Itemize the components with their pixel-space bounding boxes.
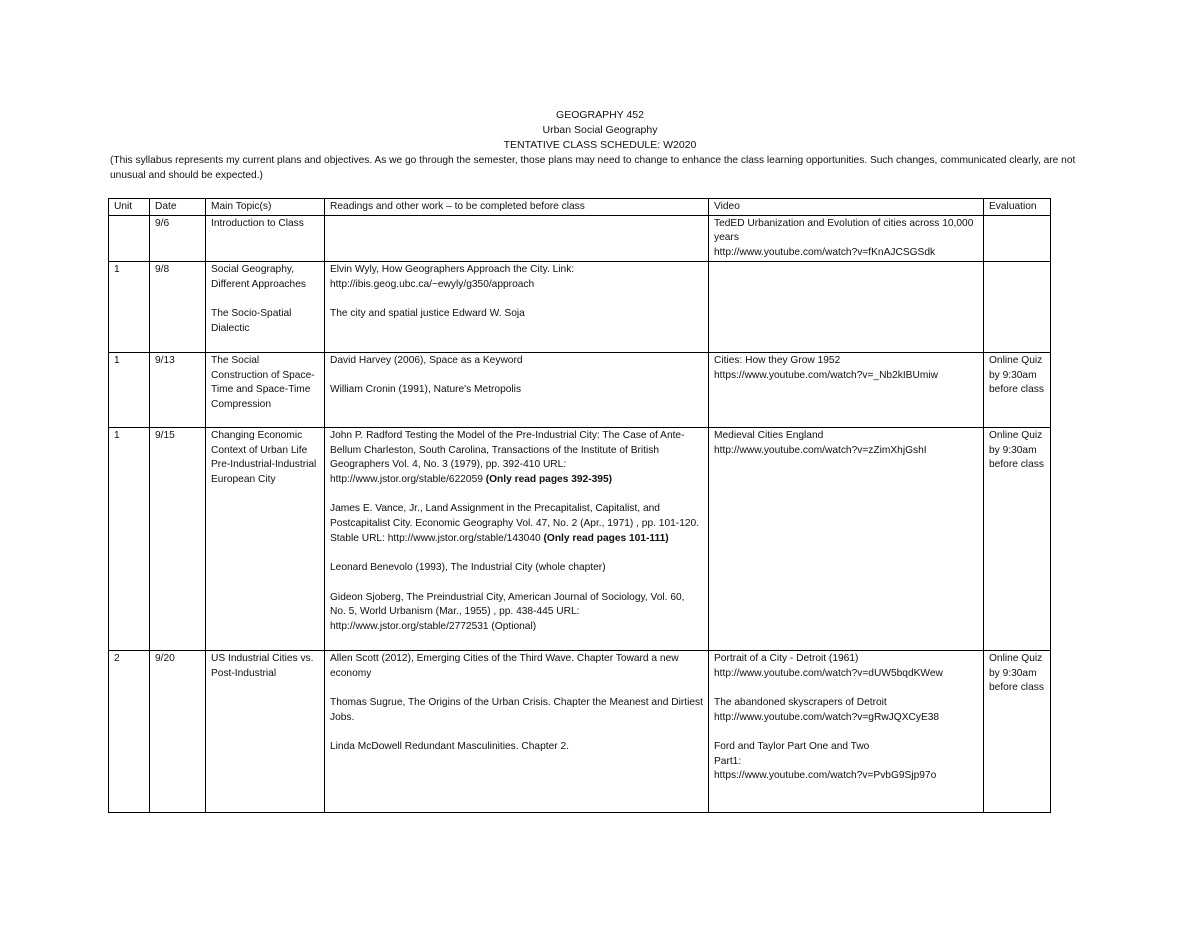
video-title: Medieval Cities England — [714, 429, 824, 441]
table-row — [109, 215, 1051, 261]
topic-text: Social Geography, Different Approaches — [211, 263, 306, 290]
cell-evaluation: Online Quiz by 9:30am before class — [984, 427, 1051, 650]
reading-text: David Harvey (2006), Space as a Keyword — [330, 354, 523, 366]
reading-item — [330, 429, 703, 488]
course-title: GEOGRAPHY 452 — [556, 109, 644, 121]
cell-topic: The Social Construction of Space-Time and Space-Time Compression — [206, 352, 325, 427]
video-link[interactable]: http://www.youtube.com/watch?v=gRwJQXCyE38 — [714, 711, 940, 723]
video-title: The abandoned skyscrapers of Detroit — [714, 696, 887, 708]
cell-readings — [325, 261, 709, 352]
reading-link[interactable]: http://ibis.geog.ubc.ca/~ewyly/g350/approach — [330, 278, 535, 290]
reading-note: (Only read pages 392-395) — [485, 473, 613, 485]
video-title: Cities: How they Grow 1952 — [714, 354, 841, 366]
cell-readings — [325, 215, 709, 261]
reading-text: Elvin Wyly, How Geographers Approach the City. Link: — [330, 263, 575, 275]
video-link[interactable]: https://www.youtube.com/watch?v=_Nb2kIBUmiw — [714, 369, 938, 381]
cell-video — [709, 215, 984, 261]
course-subtitle: Urban Social Geography — [542, 124, 658, 136]
cell-date: 9/13 — [150, 352, 206, 427]
col-header-unit: Unit — [109, 199, 150, 216]
cell-evaluation: Online Quiz by 9:30am before class — [984, 352, 1051, 427]
table-row — [109, 352, 1051, 427]
col-header-video: Video — [709, 199, 984, 216]
cell-topic: US Industrial Cities vs. Post-Industrial — [206, 650, 325, 812]
cell-unit — [109, 215, 150, 261]
cell-unit: 1 — [109, 427, 150, 650]
reading-text: James E. Vance, Jr., Land Assignment in the Precapitalist, Capitalist, and Postcapitalist City. Economic Geography Vol. 47, No. 2 (Apr., 1971) , pp. 101-120. Stable URL: http://www.jstor.org/stable/143040 — [330, 503, 700, 544]
cell-readings — [325, 427, 709, 650]
cell-topic — [206, 261, 325, 352]
table-row — [109, 650, 1051, 812]
cell-readings — [325, 650, 709, 812]
topic-text: The Socio-Spatial Dialectic — [211, 307, 292, 334]
cell-video — [709, 261, 984, 352]
video-title: Portrait of a City - Detroit (1961) — [714, 652, 859, 664]
cell-topic: Introduction to Class — [206, 215, 325, 261]
cell-video — [709, 650, 984, 812]
table-row — [109, 261, 1051, 352]
video-title: TedED Urbanization and Evolution of cities across 10,000 years — [714, 217, 974, 244]
reading-text: The city and spatial justice Edward W. Soja — [330, 307, 525, 319]
cell-date: 9/20 — [150, 650, 206, 812]
cell-evaluation — [984, 215, 1051, 261]
col-header-readings: Readings and other work – to be completed before class — [325, 199, 709, 216]
video-link[interactable]: https://www.youtube.com/watch?v=PvbG9Sjp97o — [714, 770, 937, 782]
cell-date: 9/8 — [150, 261, 206, 352]
col-header-topic: Main Topic(s) — [206, 199, 325, 216]
schedule-table — [108, 198, 1051, 813]
cell-evaluation — [984, 261, 1051, 352]
reading-text: Leonard Benevolo (1993), The Industrial City (whole chapter) — [330, 562, 606, 574]
video-link[interactable]: http://www.youtube.com/watch?v=dUW5bqdKWew — [714, 667, 943, 679]
reading-text: John P. Radford Testing the Model of the Pre-Industrial City: The Case of Ante-Bellum Charleston, South Carolina, Transactions of the Institute of British Geographers Vol. 4, No. 3 (1979), pp. 392-410 URL: http://www.jstor.org/stable/622059 — [330, 429, 685, 485]
video-title: Part1: — [714, 755, 742, 767]
topic-text: Pre-Industrial-Industrial European City — [211, 459, 317, 485]
reading-item — [330, 502, 703, 546]
syllabus-note: (This syllabus represents my current plans and objectives. As we go through the semester, those plans may need to change to enhance the class learning opportunities. Such changes, communicated clearly, are not unusual and should be expected.) — [110, 155, 1076, 181]
cell-video — [709, 427, 984, 650]
cell-video — [709, 352, 984, 427]
schedule-title: TENTATIVE CLASS SCHEDULE: W2020 — [503, 139, 697, 151]
cell-date: 9/6 — [150, 215, 206, 261]
video-title: Ford and Taylor Part One and Two — [714, 741, 870, 752]
video-link[interactable]: http://www.youtube.com/watch?v=fKnAJCSGSdk — [714, 247, 936, 259]
cell-readings — [325, 352, 709, 427]
cell-topic — [206, 427, 325, 650]
document-header — [0, 108, 1200, 153]
cell-evaluation: Online Quiz by 9:30am before class — [984, 650, 1051, 812]
video-link[interactable]: http://www.youtube.com/watch?v=zZimXhjGshI — [714, 444, 927, 456]
reading-text: Linda McDowell Redundant Masculinities. Chapter 2. — [330, 741, 569, 752]
table-header-row — [109, 199, 1051, 216]
cell-date: 9/15 — [150, 427, 206, 650]
col-header-evaluation: Evaluation — [984, 199, 1051, 216]
topic-text: Changing Economic Context of Urban Life — [211, 429, 308, 456]
cell-unit: 1 — [109, 352, 150, 427]
cell-unit: 2 — [109, 650, 150, 812]
table-row — [109, 427, 1051, 650]
reading-text: Allen Scott (2012), Emerging Cities of the Third Wave. Chapter Toward a new economy — [330, 652, 679, 679]
reading-note: (Only read pages 101-111) — [543, 532, 669, 544]
reading-text: William Cronin (1991), Nature's Metropolis — [330, 384, 522, 396]
cell-unit: 1 — [109, 261, 150, 352]
col-header-date: Date — [150, 199, 206, 216]
reading-text: Gideon Sjoberg, The Preindustrial City, American Journal of Sociology, Vol. 60, No. 5, World Urbanism (Mar., 1955) , pp. 438-445 URL: http://www.jstor.org/stable/2772531 (Optional) — [330, 591, 685, 632]
reading-text: Thomas Sugrue, The Origins of the Urban Crisis. Chapter the Meanest and Dirtiest Jobs. — [330, 696, 703, 723]
